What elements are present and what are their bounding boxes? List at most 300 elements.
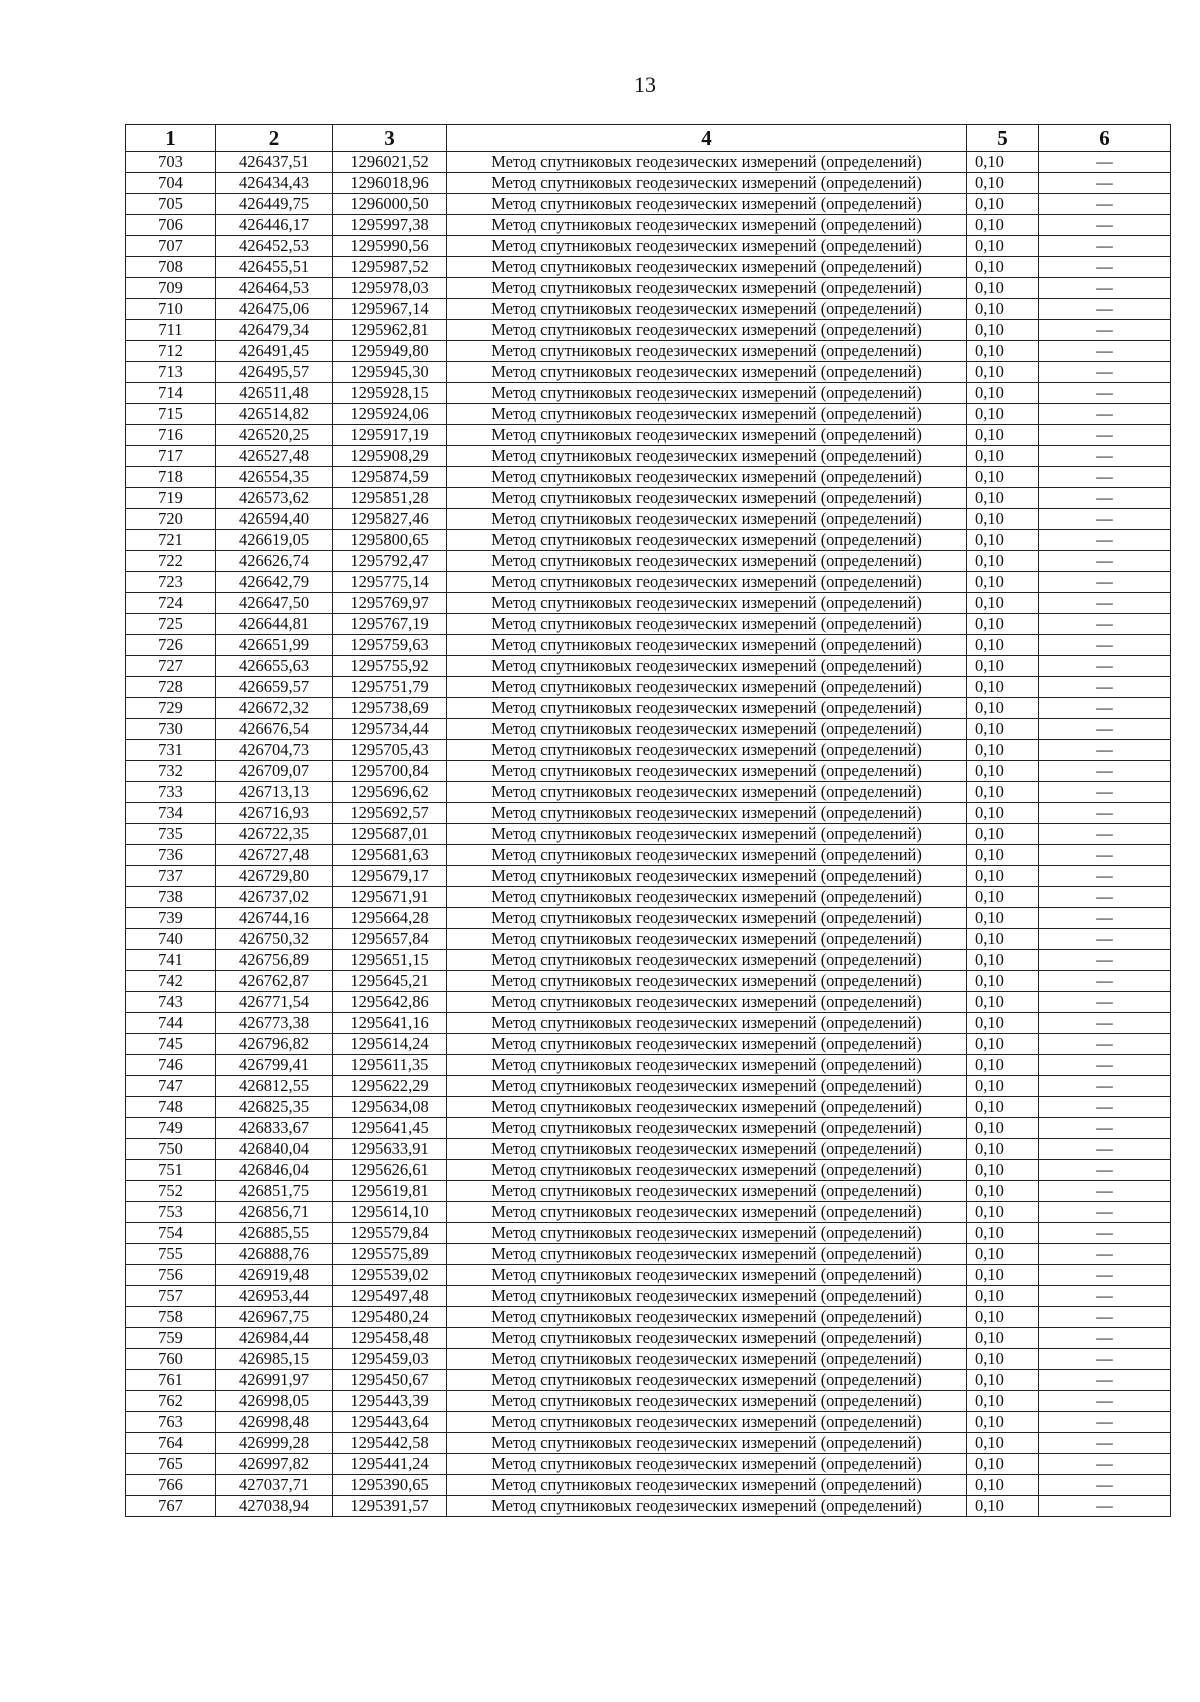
- description-cell: —: [1039, 215, 1171, 236]
- description-cell: —: [1039, 992, 1171, 1013]
- description-cell: —: [1039, 320, 1171, 341]
- accuracy-cell: 0,10: [967, 803, 1039, 824]
- table-row: [126, 761, 1171, 782]
- y-coordinate-cell: 1295827,46: [333, 509, 447, 530]
- x-coordinate-cell: 426642,79: [216, 572, 333, 593]
- table-row: [126, 1013, 1171, 1034]
- accuracy-cell: 0,10: [967, 509, 1039, 530]
- y-coordinate-cell: 1295928,15: [333, 383, 447, 404]
- y-coordinate-cell: 1295987,52: [333, 257, 447, 278]
- description-cell: —: [1039, 1454, 1171, 1475]
- y-coordinate-cell: 1295705,43: [333, 740, 447, 761]
- description-cell: —: [1039, 719, 1171, 740]
- description-cell: —: [1039, 1097, 1171, 1118]
- column-header-1: 1: [126, 125, 216, 152]
- method-cell: Метод спутниковых геодезических измерений (определений): [447, 929, 967, 950]
- accuracy-cell: 0,10: [967, 1097, 1039, 1118]
- table-row: [126, 908, 1171, 929]
- table-row: [126, 1475, 1171, 1496]
- accuracy-cell: 0,10: [967, 341, 1039, 362]
- x-coordinate-cell: 427037,71: [216, 1475, 333, 1496]
- point-number-cell: 739: [126, 908, 216, 929]
- method-cell: Метод спутниковых геодезических измерений (определений): [447, 1076, 967, 1097]
- table-row: [126, 1265, 1171, 1286]
- method-cell: Метод спутниковых геодезических измерений (определений): [447, 845, 967, 866]
- description-cell: —: [1039, 656, 1171, 677]
- y-coordinate-cell: 1295642,86: [333, 992, 447, 1013]
- description-cell: —: [1039, 383, 1171, 404]
- y-coordinate-cell: 1295459,03: [333, 1349, 447, 1370]
- method-cell: Метод спутниковых геодезических измерений (определений): [447, 1496, 967, 1517]
- description-cell: —: [1039, 278, 1171, 299]
- accuracy-cell: 0,10: [967, 1055, 1039, 1076]
- method-cell: Метод спутниковых геодезических измерений (определений): [447, 971, 967, 992]
- description-cell: —: [1039, 845, 1171, 866]
- x-coordinate-cell: 426967,75: [216, 1307, 333, 1328]
- point-number-cell: 762: [126, 1391, 216, 1412]
- x-coordinate-cell: 426514,82: [216, 404, 333, 425]
- description-cell: —: [1039, 1370, 1171, 1391]
- method-cell: Метод спутниковых геодезических измерений (определений): [447, 824, 967, 845]
- x-coordinate-cell: 426919,48: [216, 1265, 333, 1286]
- description-cell: —: [1039, 740, 1171, 761]
- table-row: [126, 1139, 1171, 1160]
- point-number-cell: 704: [126, 173, 216, 194]
- y-coordinate-cell: 1295679,17: [333, 866, 447, 887]
- x-coordinate-cell: 426796,82: [216, 1034, 333, 1055]
- method-cell: Метод спутниковых геодезических измерений (определений): [447, 1160, 967, 1181]
- y-coordinate-cell: 1295442,58: [333, 1433, 447, 1454]
- table-row: [126, 1160, 1171, 1181]
- accuracy-cell: 0,10: [967, 1328, 1039, 1349]
- x-coordinate-cell: 426554,35: [216, 467, 333, 488]
- x-coordinate-cell: 427038,94: [216, 1496, 333, 1517]
- x-coordinate-cell: 426825,35: [216, 1097, 333, 1118]
- y-coordinate-cell: 1295924,06: [333, 404, 447, 425]
- x-coordinate-cell: 426750,32: [216, 929, 333, 950]
- accuracy-cell: 0,10: [967, 719, 1039, 740]
- table-row: [126, 215, 1171, 236]
- table-row: [126, 446, 1171, 467]
- method-cell: Метод спутниковых геодезических измерений (определений): [447, 992, 967, 1013]
- y-coordinate-cell: 1295700,84: [333, 761, 447, 782]
- y-coordinate-cell: 1295917,19: [333, 425, 447, 446]
- method-cell: Метод спутниковых геодезических измерений (определений): [447, 257, 967, 278]
- point-number-cell: 723: [126, 572, 216, 593]
- accuracy-cell: 0,10: [967, 929, 1039, 950]
- method-cell: Метод спутниковых геодезических измерений (определений): [447, 1349, 967, 1370]
- point-number-cell: 765: [126, 1454, 216, 1475]
- description-cell: —: [1039, 1076, 1171, 1097]
- accuracy-cell: 0,10: [967, 635, 1039, 656]
- point-number-cell: 729: [126, 698, 216, 719]
- description-cell: —: [1039, 299, 1171, 320]
- x-coordinate-cell: 426704,73: [216, 740, 333, 761]
- table-row: [126, 1223, 1171, 1244]
- x-coordinate-cell: 426999,28: [216, 1433, 333, 1454]
- y-coordinate-cell: 1295874,59: [333, 467, 447, 488]
- table-row: [126, 1034, 1171, 1055]
- accuracy-cell: 0,10: [967, 152, 1039, 173]
- point-number-cell: 726: [126, 635, 216, 656]
- method-cell: Метод спутниковых геодезических измерений (определений): [447, 572, 967, 593]
- y-coordinate-cell: 1295664,28: [333, 908, 447, 929]
- accuracy-cell: 0,10: [967, 278, 1039, 299]
- table-row: [126, 656, 1171, 677]
- method-cell: Метод спутниковых геодезических измерений (определений): [447, 950, 967, 971]
- method-cell: Метод спутниковых геодезических измерений (определений): [447, 1244, 967, 1265]
- method-cell: Метод спутниковых геодезических измерений (определений): [447, 362, 967, 383]
- x-coordinate-cell: 426991,97: [216, 1370, 333, 1391]
- x-coordinate-cell: 426651,99: [216, 635, 333, 656]
- accuracy-cell: 0,10: [967, 1265, 1039, 1286]
- accuracy-cell: 0,10: [967, 698, 1039, 719]
- y-coordinate-cell: 1295792,47: [333, 551, 447, 572]
- method-cell: Метод спутниковых геодезических измерений (определений): [447, 1139, 967, 1160]
- point-number-cell: 743: [126, 992, 216, 1013]
- accuracy-cell: 0,10: [967, 1223, 1039, 1244]
- point-number-cell: 745: [126, 1034, 216, 1055]
- y-coordinate-cell: 1295622,29: [333, 1076, 447, 1097]
- method-cell: Метод спутниковых геодезических измерений (определений): [447, 152, 967, 173]
- method-cell: Метод спутниковых геодезических измерений (определений): [447, 320, 967, 341]
- column-header-3: 3: [333, 125, 447, 152]
- method-cell: Метод спутниковых геодезических измерений (определений): [447, 1055, 967, 1076]
- accuracy-cell: 0,10: [967, 866, 1039, 887]
- method-cell: Метод спутниковых геодезических измерений (определений): [447, 341, 967, 362]
- table-row: [126, 1118, 1171, 1139]
- coordinates-table: [125, 124, 1171, 1517]
- point-number-cell: 736: [126, 845, 216, 866]
- table-row: [126, 320, 1171, 341]
- table-row: [126, 866, 1171, 887]
- accuracy-cell: 0,10: [967, 194, 1039, 215]
- table-row: [126, 992, 1171, 1013]
- table-row: [126, 1244, 1171, 1265]
- description-cell: —: [1039, 236, 1171, 257]
- description-cell: —: [1039, 635, 1171, 656]
- table-row: [126, 152, 1171, 173]
- x-coordinate-cell: 426762,87: [216, 971, 333, 992]
- y-coordinate-cell: 1295443,64: [333, 1412, 447, 1433]
- x-coordinate-cell: 426676,54: [216, 719, 333, 740]
- y-coordinate-cell: 1295687,01: [333, 824, 447, 845]
- table-row: [126, 383, 1171, 404]
- y-coordinate-cell: 1295458,48: [333, 1328, 447, 1349]
- method-cell: Метод спутниковых геодезических измерений (определений): [447, 1412, 967, 1433]
- table-row: [126, 173, 1171, 194]
- description-cell: —: [1039, 1160, 1171, 1181]
- table-row: [126, 425, 1171, 446]
- column-header-5: 5: [967, 125, 1039, 152]
- description-cell: —: [1039, 971, 1171, 992]
- point-number-cell: 741: [126, 950, 216, 971]
- y-coordinate-cell: 1295645,21: [333, 971, 447, 992]
- accuracy-cell: 0,10: [967, 761, 1039, 782]
- table-row: [126, 1496, 1171, 1517]
- y-coordinate-cell: 1295751,79: [333, 677, 447, 698]
- description-cell: —: [1039, 341, 1171, 362]
- point-number-cell: 764: [126, 1433, 216, 1454]
- description-cell: —: [1039, 1265, 1171, 1286]
- table-header-row: [126, 125, 1171, 152]
- page-number: 13: [634, 72, 656, 97]
- method-cell: Метод спутниковых геодезических измерений (определений): [447, 446, 967, 467]
- accuracy-cell: 0,10: [967, 992, 1039, 1013]
- accuracy-cell: 0,10: [967, 446, 1039, 467]
- accuracy-cell: 0,10: [967, 1391, 1039, 1412]
- description-cell: —: [1039, 1202, 1171, 1223]
- x-coordinate-cell: 426722,35: [216, 824, 333, 845]
- method-cell: Метод спутниковых геодезических измерений (определений): [447, 1181, 967, 1202]
- y-coordinate-cell: 1295611,35: [333, 1055, 447, 1076]
- accuracy-cell: 0,10: [967, 1181, 1039, 1202]
- accuracy-cell: 0,10: [967, 1454, 1039, 1475]
- point-number-cell: 763: [126, 1412, 216, 1433]
- table-row: [126, 278, 1171, 299]
- y-coordinate-cell: 1295614,10: [333, 1202, 447, 1223]
- x-coordinate-cell: 426771,54: [216, 992, 333, 1013]
- description-cell: —: [1039, 1475, 1171, 1496]
- y-coordinate-cell: 1295997,38: [333, 215, 447, 236]
- x-coordinate-cell: 426511,48: [216, 383, 333, 404]
- point-number-cell: 740: [126, 929, 216, 950]
- x-coordinate-cell: 426998,48: [216, 1412, 333, 1433]
- accuracy-cell: 0,10: [967, 782, 1039, 803]
- method-cell: Метод спутниковых геодезических измерений (определений): [447, 1223, 967, 1244]
- description-cell: —: [1039, 950, 1171, 971]
- y-coordinate-cell: 1295575,89: [333, 1244, 447, 1265]
- accuracy-cell: 0,10: [967, 1244, 1039, 1265]
- accuracy-cell: 0,10: [967, 908, 1039, 929]
- method-cell: Метод спутниковых геодезических измерений (определений): [447, 677, 967, 698]
- y-coordinate-cell: 1295480,24: [333, 1307, 447, 1328]
- table-row: [126, 1349, 1171, 1370]
- accuracy-cell: 0,10: [967, 488, 1039, 509]
- table-row: [126, 362, 1171, 383]
- description-cell: —: [1039, 425, 1171, 446]
- accuracy-cell: 0,10: [967, 740, 1039, 761]
- table-row: [126, 299, 1171, 320]
- y-coordinate-cell: 1295978,03: [333, 278, 447, 299]
- point-number-cell: 725: [126, 614, 216, 635]
- x-coordinate-cell: 426953,44: [216, 1286, 333, 1307]
- accuracy-cell: 0,10: [967, 299, 1039, 320]
- accuracy-cell: 0,10: [967, 887, 1039, 908]
- y-coordinate-cell: 1295949,80: [333, 341, 447, 362]
- y-coordinate-cell: 1295497,48: [333, 1286, 447, 1307]
- description-cell: —: [1039, 509, 1171, 530]
- column-header-4: 4: [447, 125, 967, 152]
- x-coordinate-cell: 426998,05: [216, 1391, 333, 1412]
- method-cell: Метод спутниковых геодезических измерений (определений): [447, 215, 967, 236]
- y-coordinate-cell: 1295681,63: [333, 845, 447, 866]
- x-coordinate-cell: 426833,67: [216, 1118, 333, 1139]
- y-coordinate-cell: 1295692,57: [333, 803, 447, 824]
- x-coordinate-cell: 426737,02: [216, 887, 333, 908]
- method-cell: Метод спутниковых геодезических измерений (определений): [447, 467, 967, 488]
- method-cell: Метод спутниковых геодезических измерений (определений): [447, 593, 967, 614]
- y-coordinate-cell: 1295696,62: [333, 782, 447, 803]
- accuracy-cell: 0,10: [967, 362, 1039, 383]
- method-cell: Метод спутниковых геодезических измерений (определений): [447, 194, 967, 215]
- table-row: [126, 1454, 1171, 1475]
- point-number-cell: 760: [126, 1349, 216, 1370]
- table-row: [126, 740, 1171, 761]
- x-coordinate-cell: 426452,53: [216, 236, 333, 257]
- table-row: [126, 257, 1171, 278]
- x-coordinate-cell: 426434,43: [216, 173, 333, 194]
- description-cell: —: [1039, 782, 1171, 803]
- table-row: [126, 614, 1171, 635]
- point-number-cell: 709: [126, 278, 216, 299]
- point-number-cell: 708: [126, 257, 216, 278]
- y-coordinate-cell: 1295738,69: [333, 698, 447, 719]
- accuracy-cell: 0,10: [967, 467, 1039, 488]
- x-coordinate-cell: 426727,48: [216, 845, 333, 866]
- method-cell: Метод спутниковых геодезических измерений (определений): [447, 866, 967, 887]
- point-number-cell: 728: [126, 677, 216, 698]
- method-cell: Метод спутниковых геодезических измерений (определений): [447, 1034, 967, 1055]
- description-cell: —: [1039, 1139, 1171, 1160]
- method-cell: Метод спутниковых геодезических измерений (определений): [447, 404, 967, 425]
- x-coordinate-cell: 426885,55: [216, 1223, 333, 1244]
- point-number-cell: 752: [126, 1181, 216, 1202]
- point-number-cell: 731: [126, 740, 216, 761]
- point-number-cell: 727: [126, 656, 216, 677]
- table-row: [126, 887, 1171, 908]
- description-cell: —: [1039, 530, 1171, 551]
- table-row: [126, 1076, 1171, 1097]
- x-coordinate-cell: 426644,81: [216, 614, 333, 635]
- description-cell: —: [1039, 404, 1171, 425]
- accuracy-cell: 0,10: [967, 1076, 1039, 1097]
- y-coordinate-cell: 1295800,65: [333, 530, 447, 551]
- accuracy-cell: 0,10: [967, 1013, 1039, 1034]
- point-number-cell: 759: [126, 1328, 216, 1349]
- point-number-cell: 719: [126, 488, 216, 509]
- y-coordinate-cell: 1295908,29: [333, 446, 447, 467]
- y-coordinate-cell: 1295539,02: [333, 1265, 447, 1286]
- method-cell: Метод спутниковых геодезических измерений (определений): [447, 236, 967, 257]
- point-number-cell: 713: [126, 362, 216, 383]
- description-cell: —: [1039, 1328, 1171, 1349]
- y-coordinate-cell: 1296018,96: [333, 173, 447, 194]
- description-cell: —: [1039, 488, 1171, 509]
- point-number-cell: 703: [126, 152, 216, 173]
- accuracy-cell: 0,10: [967, 1370, 1039, 1391]
- y-coordinate-cell: 1295962,81: [333, 320, 447, 341]
- point-number-cell: 706: [126, 215, 216, 236]
- x-coordinate-cell: 426856,71: [216, 1202, 333, 1223]
- y-coordinate-cell: 1295626,61: [333, 1160, 447, 1181]
- accuracy-cell: 0,10: [967, 845, 1039, 866]
- table-row: [126, 677, 1171, 698]
- y-coordinate-cell: 1295990,56: [333, 236, 447, 257]
- y-coordinate-cell: 1295769,97: [333, 593, 447, 614]
- point-number-cell: 737: [126, 866, 216, 887]
- y-coordinate-cell: 1295651,15: [333, 950, 447, 971]
- point-number-cell: 748: [126, 1097, 216, 1118]
- point-number-cell: 724: [126, 593, 216, 614]
- table-row: [126, 530, 1171, 551]
- table-row: [126, 1433, 1171, 1454]
- description-cell: —: [1039, 1118, 1171, 1139]
- table-row: [126, 236, 1171, 257]
- description-cell: —: [1039, 1307, 1171, 1328]
- table-row: [126, 698, 1171, 719]
- description-cell: —: [1039, 1496, 1171, 1517]
- description-cell: —: [1039, 1391, 1171, 1412]
- accuracy-cell: 0,10: [967, 425, 1039, 446]
- y-coordinate-cell: 1295441,24: [333, 1454, 447, 1475]
- accuracy-cell: 0,10: [967, 971, 1039, 992]
- table-row: [126, 1328, 1171, 1349]
- description-cell: —: [1039, 698, 1171, 719]
- x-coordinate-cell: 426799,41: [216, 1055, 333, 1076]
- point-number-cell: 705: [126, 194, 216, 215]
- point-number-cell: 717: [126, 446, 216, 467]
- table-row: [126, 635, 1171, 656]
- method-cell: Метод спутниковых геодезических измерений (определений): [447, 299, 967, 320]
- method-cell: Метод спутниковых геодезических измерений (определений): [447, 1202, 967, 1223]
- x-coordinate-cell: 426659,57: [216, 677, 333, 698]
- x-coordinate-cell: 426984,44: [216, 1328, 333, 1349]
- table-row: [126, 404, 1171, 425]
- method-cell: Метод спутниковых геодезических измерений (определений): [447, 1118, 967, 1139]
- table-row: [126, 1055, 1171, 1076]
- table-row: [126, 950, 1171, 971]
- method-cell: Метод спутниковых геодезических измерений (определений): [447, 698, 967, 719]
- x-coordinate-cell: 426491,45: [216, 341, 333, 362]
- description-cell: —: [1039, 362, 1171, 383]
- method-cell: Метод спутниковых геодезических измерений (определений): [447, 782, 967, 803]
- point-number-cell: 755: [126, 1244, 216, 1265]
- point-number-cell: 734: [126, 803, 216, 824]
- table-row: [126, 194, 1171, 215]
- point-number-cell: 730: [126, 719, 216, 740]
- point-number-cell: 718: [126, 467, 216, 488]
- point-number-cell: 742: [126, 971, 216, 992]
- y-coordinate-cell: 1296000,50: [333, 194, 447, 215]
- y-coordinate-cell: 1295775,14: [333, 572, 447, 593]
- point-number-cell: 714: [126, 383, 216, 404]
- x-coordinate-cell: 426446,17: [216, 215, 333, 236]
- description-cell: —: [1039, 152, 1171, 173]
- accuracy-cell: 0,10: [967, 1475, 1039, 1496]
- x-coordinate-cell: 426773,38: [216, 1013, 333, 1034]
- y-coordinate-cell: 1295759,63: [333, 635, 447, 656]
- description-cell: —: [1039, 194, 1171, 215]
- description-cell: —: [1039, 257, 1171, 278]
- x-coordinate-cell: 426573,62: [216, 488, 333, 509]
- x-coordinate-cell: 426527,48: [216, 446, 333, 467]
- table-row: [126, 845, 1171, 866]
- method-cell: Метод спутниковых геодезических измерений (определений): [447, 1391, 967, 1412]
- method-cell: Метод спутниковых геодезических измерений (определений): [447, 530, 967, 551]
- table-row: [126, 782, 1171, 803]
- description-cell: —: [1039, 1181, 1171, 1202]
- accuracy-cell: 0,10: [967, 1139, 1039, 1160]
- method-cell: Метод спутниковых геодезических измерений (определений): [447, 887, 967, 908]
- x-coordinate-cell: 426495,57: [216, 362, 333, 383]
- description-cell: —: [1039, 908, 1171, 929]
- method-cell: Метод спутниковых геодезических измерений (определений): [447, 1013, 967, 1034]
- description-cell: —: [1039, 824, 1171, 845]
- table-row: [126, 509, 1171, 530]
- accuracy-cell: 0,10: [967, 656, 1039, 677]
- y-coordinate-cell: 1295619,81: [333, 1181, 447, 1202]
